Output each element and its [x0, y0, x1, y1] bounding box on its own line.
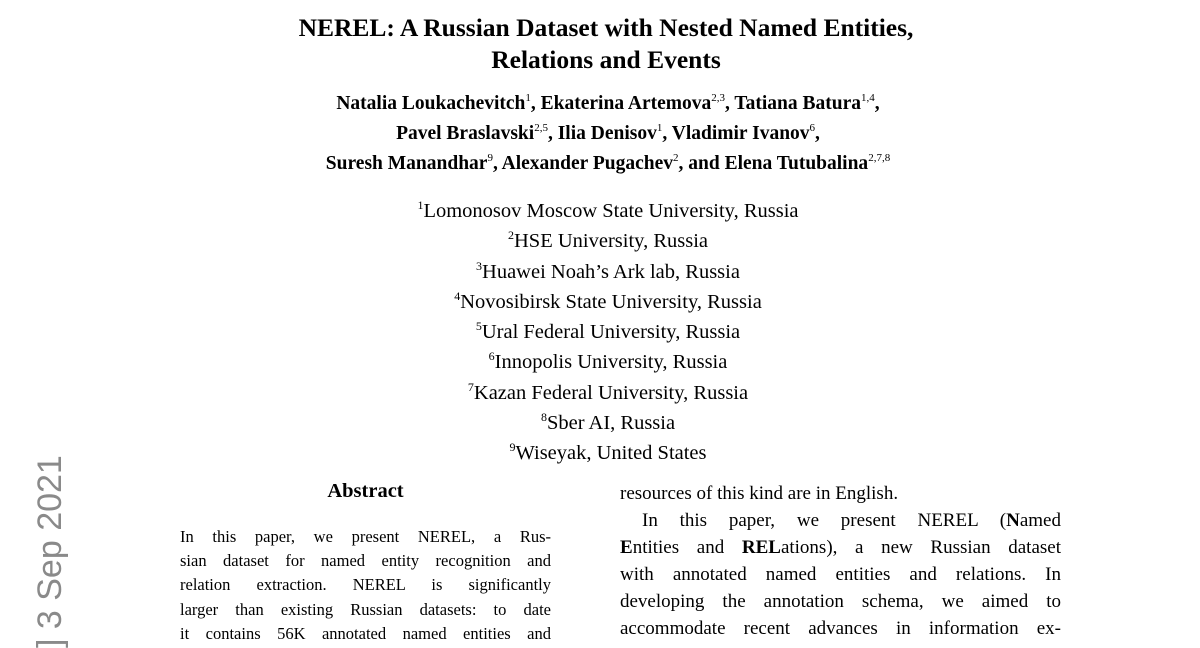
- author-affil-marker: 2: [672, 152, 679, 164]
- affiliation-item: [0, 258, 1200, 288]
- affiliation-item: [0, 227, 1200, 257]
- author-affil-marker: 9: [487, 152, 493, 164]
- author-affil-marker: 2,3: [711, 92, 726, 104]
- abstract-line: In this paper, we present NEREL, a Rus-: [180, 527, 551, 546]
- author-name: Suresh Manandhar: [325, 153, 488, 174]
- author-name: Ekaterina Artemova: [540, 93, 712, 114]
- affiliation-item: [0, 288, 1200, 318]
- affiliation-item: [0, 318, 1200, 348]
- affiliation-text: Lomonosov Moscow State University, Russia: [423, 200, 799, 222]
- abstract-line: sian dataset for named entity recognition and: [180, 551, 551, 571]
- author-line-2: Pavel Braslavski$^{2,5}$, Ilia Denisov$^1$, Vladimir Ivanov$^6$,: [396, 122, 820, 144]
- intro-text: amed: [1019, 510, 1061, 531]
- author-name: Alexander Pugachev: [501, 153, 673, 174]
- affiliation-marker: 6: [488, 349, 495, 364]
- author-name: Ilia Denisov: [557, 123, 657, 144]
- author-name: Natalia Loukachevitch: [336, 93, 526, 114]
- affiliation-marker: 2: [508, 228, 514, 243]
- author-connector: and: [688, 153, 720, 174]
- author-line-1: Natalia Loukachevitch$^1$, Ekaterina Artemova$^{2,3}$, Tatiana Batura$^{1,4}$,: [336, 92, 880, 114]
- affiliation-text: Huawei Noah’s Ark lab, Russia: [482, 260, 740, 283]
- affiliation-marker: 9: [509, 440, 516, 455]
- author-affil-marker: 2,7,8: [868, 152, 891, 164]
- affiliation-text: Kazan Federal University, Russia: [473, 381, 749, 404]
- abstract-line: relation extraction. NEREL is significantly: [180, 575, 551, 595]
- affiliation-marker: 7: [467, 379, 474, 394]
- author-line-3: Suresh Manandhar$^9$, Alexander Pugachev$^2$, and Elena Tutubalina$^{2,7,8}$: [325, 152, 891, 174]
- abstract-body: [180, 525, 551, 646]
- acronym-letter: E: [620, 537, 633, 558]
- title-line-1: NEREL: A Russian Dataset with Nested Named Entities,: [298, 13, 914, 42]
- affiliation-text: Innopolis University, Russia: [494, 351, 728, 374]
- affiliation-item: [0, 439, 1200, 469]
- author-affil-marker: 2,5: [534, 122, 548, 134]
- intro-column: [620, 480, 1061, 642]
- affiliation-text: Wiseyak, United States: [515, 442, 707, 465]
- affiliation-marker: 4: [454, 288, 461, 303]
- affiliation-marker: 8: [540, 410, 547, 425]
- intro-text: ations), a new Russian dataset: [780, 537, 1061, 558]
- affiliation-marker: 3: [476, 258, 483, 273]
- affiliation-list: [0, 197, 1200, 470]
- intro-line: [620, 534, 1061, 561]
- acronym-letter: N: [1006, 510, 1020, 531]
- affiliation-item: [0, 409, 1200, 439]
- author-name: Pavel Braslavski: [396, 123, 535, 144]
- affiliation-marker: 1: [417, 198, 424, 212]
- acronym-letter: REL: [741, 537, 781, 558]
- abstract-line: larger than existing Russian datasets: to date: [180, 599, 551, 619]
- affiliation-item: [0, 197, 1200, 227]
- author-name: Vladimir Ivanov: [671, 123, 810, 144]
- title-line-2: Relations and Events: [491, 45, 721, 74]
- paper-title: [0, 12, 1200, 76]
- abstract-line: it contains 56K annotated named entities and: [180, 623, 551, 643]
- affiliation-item: [0, 379, 1200, 409]
- abstract-heading: Abstract: [327, 480, 404, 502]
- author-name: Elena Tutubalina: [724, 153, 869, 174]
- author-affil-marker: 1: [656, 122, 663, 134]
- affiliation-text: HSE University, Russia: [514, 230, 708, 253]
- intro-line: developing the annotation schema, we aimed to: [620, 591, 1061, 612]
- intro-line: with annotated named entities and relations. In: [620, 564, 1061, 585]
- affiliation-text: Novosibirsk State University, Russia: [460, 290, 762, 313]
- affiliation-text: Ural Federal University, Russia: [481, 321, 741, 344]
- author-affil-marker: 1: [525, 92, 531, 104]
- intro-line: resources of this kind are in English.: [620, 483, 899, 504]
- author-list: [0, 90, 1200, 180]
- affiliation-marker: 5: [475, 319, 482, 334]
- affiliation-item: [0, 348, 1200, 378]
- author-name: Tatiana Batura: [734, 93, 862, 114]
- intro-text: In this paper, we present NEREL (: [642, 510, 1007, 531]
- intro-line: accommodate recent advances in information ex-: [620, 618, 1061, 639]
- intro-line: [620, 507, 1061, 534]
- intro-text: ntities and: [632, 537, 742, 558]
- author-affil-marker: 1,4: [861, 92, 875, 104]
- author-affil-marker: 6: [809, 122, 816, 134]
- affiliation-text: Sber AI, Russia: [546, 412, 676, 435]
- arxiv-margin-stamp: ] 3 Sep 2021: [31, 455, 69, 648]
